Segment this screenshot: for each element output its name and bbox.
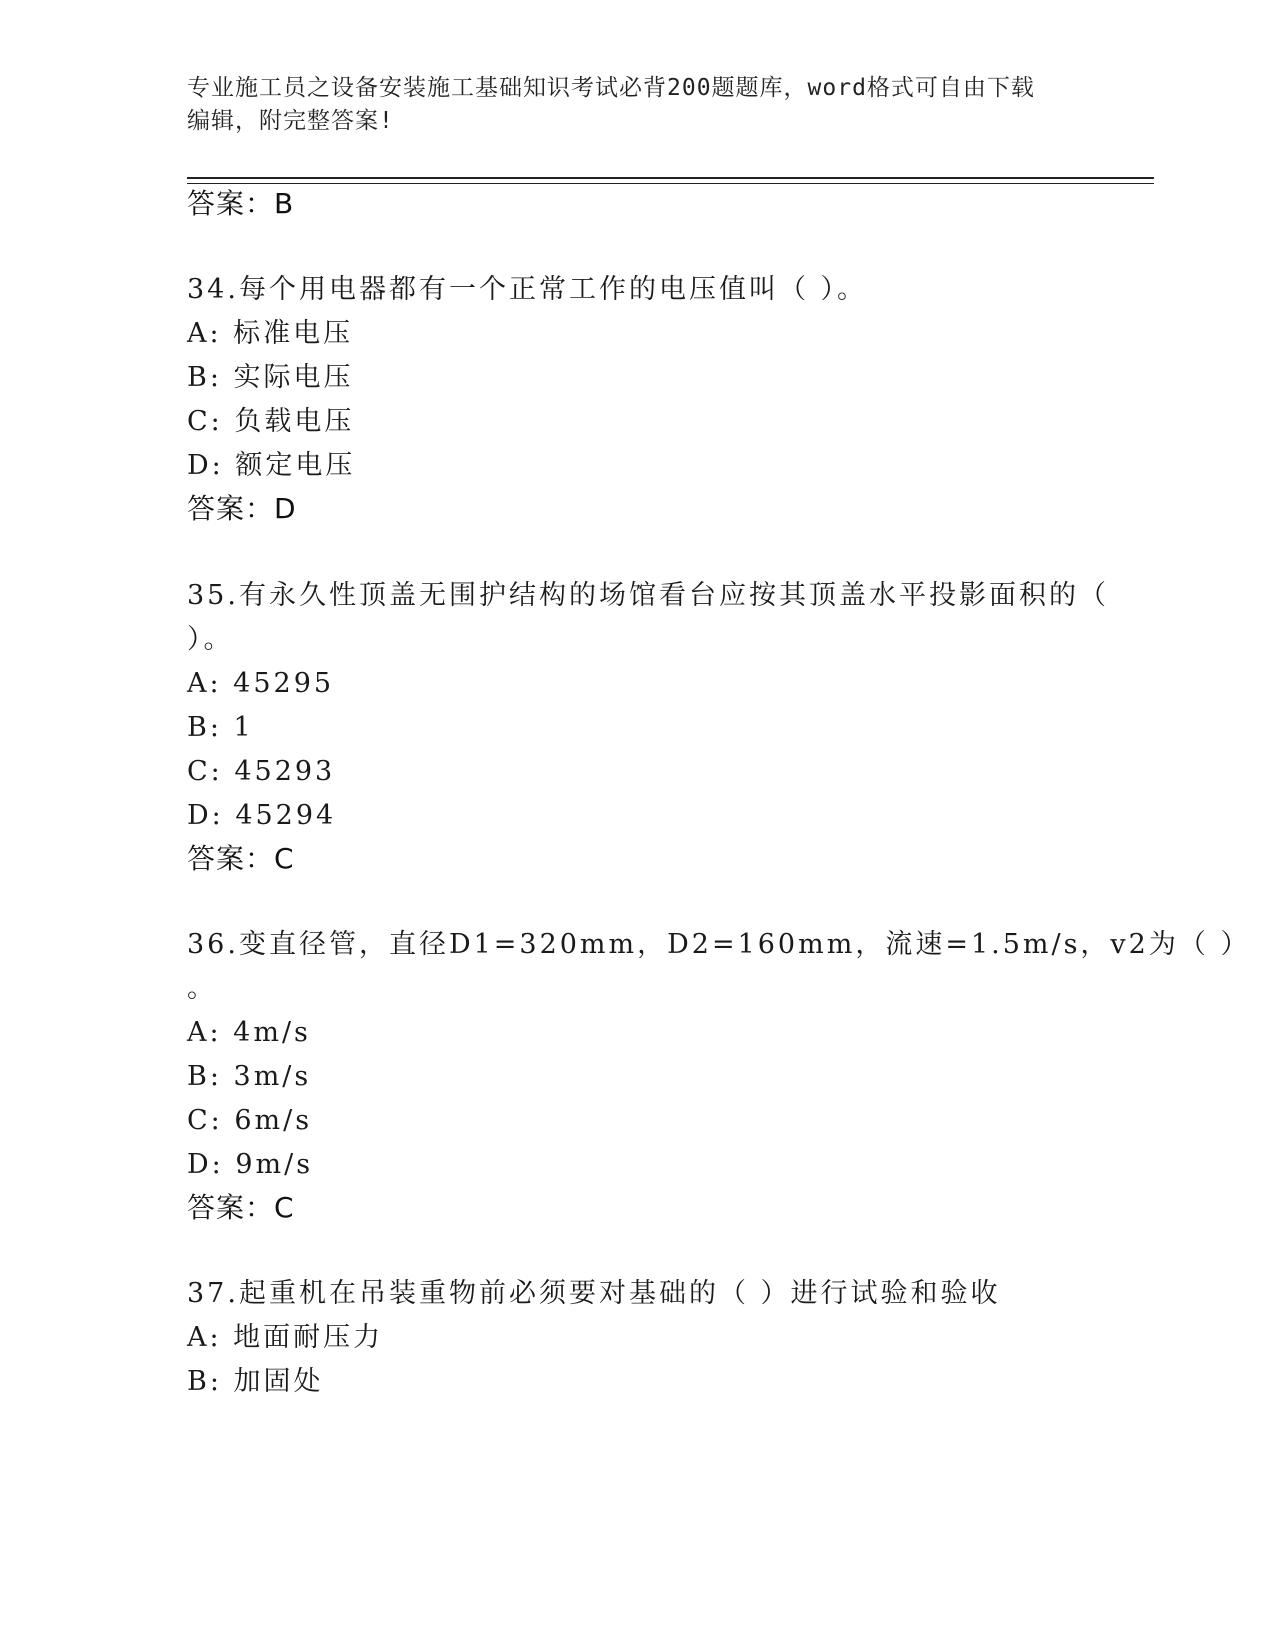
question-36-stem-line-2: 。 — [187, 973, 217, 1004]
question-35-option-b: B: 1 — [187, 712, 254, 743]
document-header — [187, 72, 1067, 138]
question-36-option-d: D: 9m/s — [187, 1149, 314, 1180]
header-line-2: 编辑，附完整答案! — [187, 108, 394, 134]
question-35-stem-line-2: ）。 — [187, 624, 234, 655]
question-34-option-d: D: 额定电压 — [187, 450, 356, 481]
question-37-stem: 37.起重机在吊装重物前必须要对基础的（ ）进行试验和验收 — [187, 1278, 1001, 1309]
header-divider — [187, 177, 1154, 179]
question-36-option-b: B: 3m/s — [187, 1061, 312, 1092]
question-37-option-b: B: 加固处 — [187, 1366, 324, 1397]
header-line-1: 专业施工员之设备安装施工基础知识考试必背200题题库，word格式可自由下载 — [187, 75, 1035, 101]
question-35-option-c: C: 45293 — [187, 756, 336, 787]
question-34-option-b: B: 实际电压 — [187, 362, 354, 393]
question-36-answer: 答案：C — [187, 1191, 295, 1224]
question-35-stem-line-1: 35.有永久性顶盖无围护结构的场馆看台应按其顶盖水平投影面积的（ — [187, 580, 1109, 611]
question-34-answer: 答案：D — [187, 492, 297, 525]
question-36-stem-line-1: 36.变直径管，直径D1=320mm，D2=160mm，流速=1.5m/s，v2为（ ） — [187, 929, 1251, 960]
question-37-option-a: A: 地面耐压力 — [187, 1322, 384, 1353]
question-34-option-c: C: 负载电压 — [187, 406, 355, 437]
question-35-option-a: A: 45295 — [187, 668, 335, 699]
question-36-option-c: C: 6m/s — [187, 1105, 313, 1136]
question-35-answer: 答案：C — [187, 842, 295, 875]
question-35-option-d: D: 45294 — [187, 800, 337, 831]
header-divider-thin — [187, 183, 1154, 184]
question-34-stem: 34.每个用电器都有一个正常工作的电压值叫（ ）。 — [187, 274, 868, 305]
answer-line: 答案：B — [187, 187, 295, 220]
question-36-option-a: A: 4m/s — [187, 1017, 311, 1048]
question-34-option-a: A: 标准电压 — [187, 318, 354, 349]
